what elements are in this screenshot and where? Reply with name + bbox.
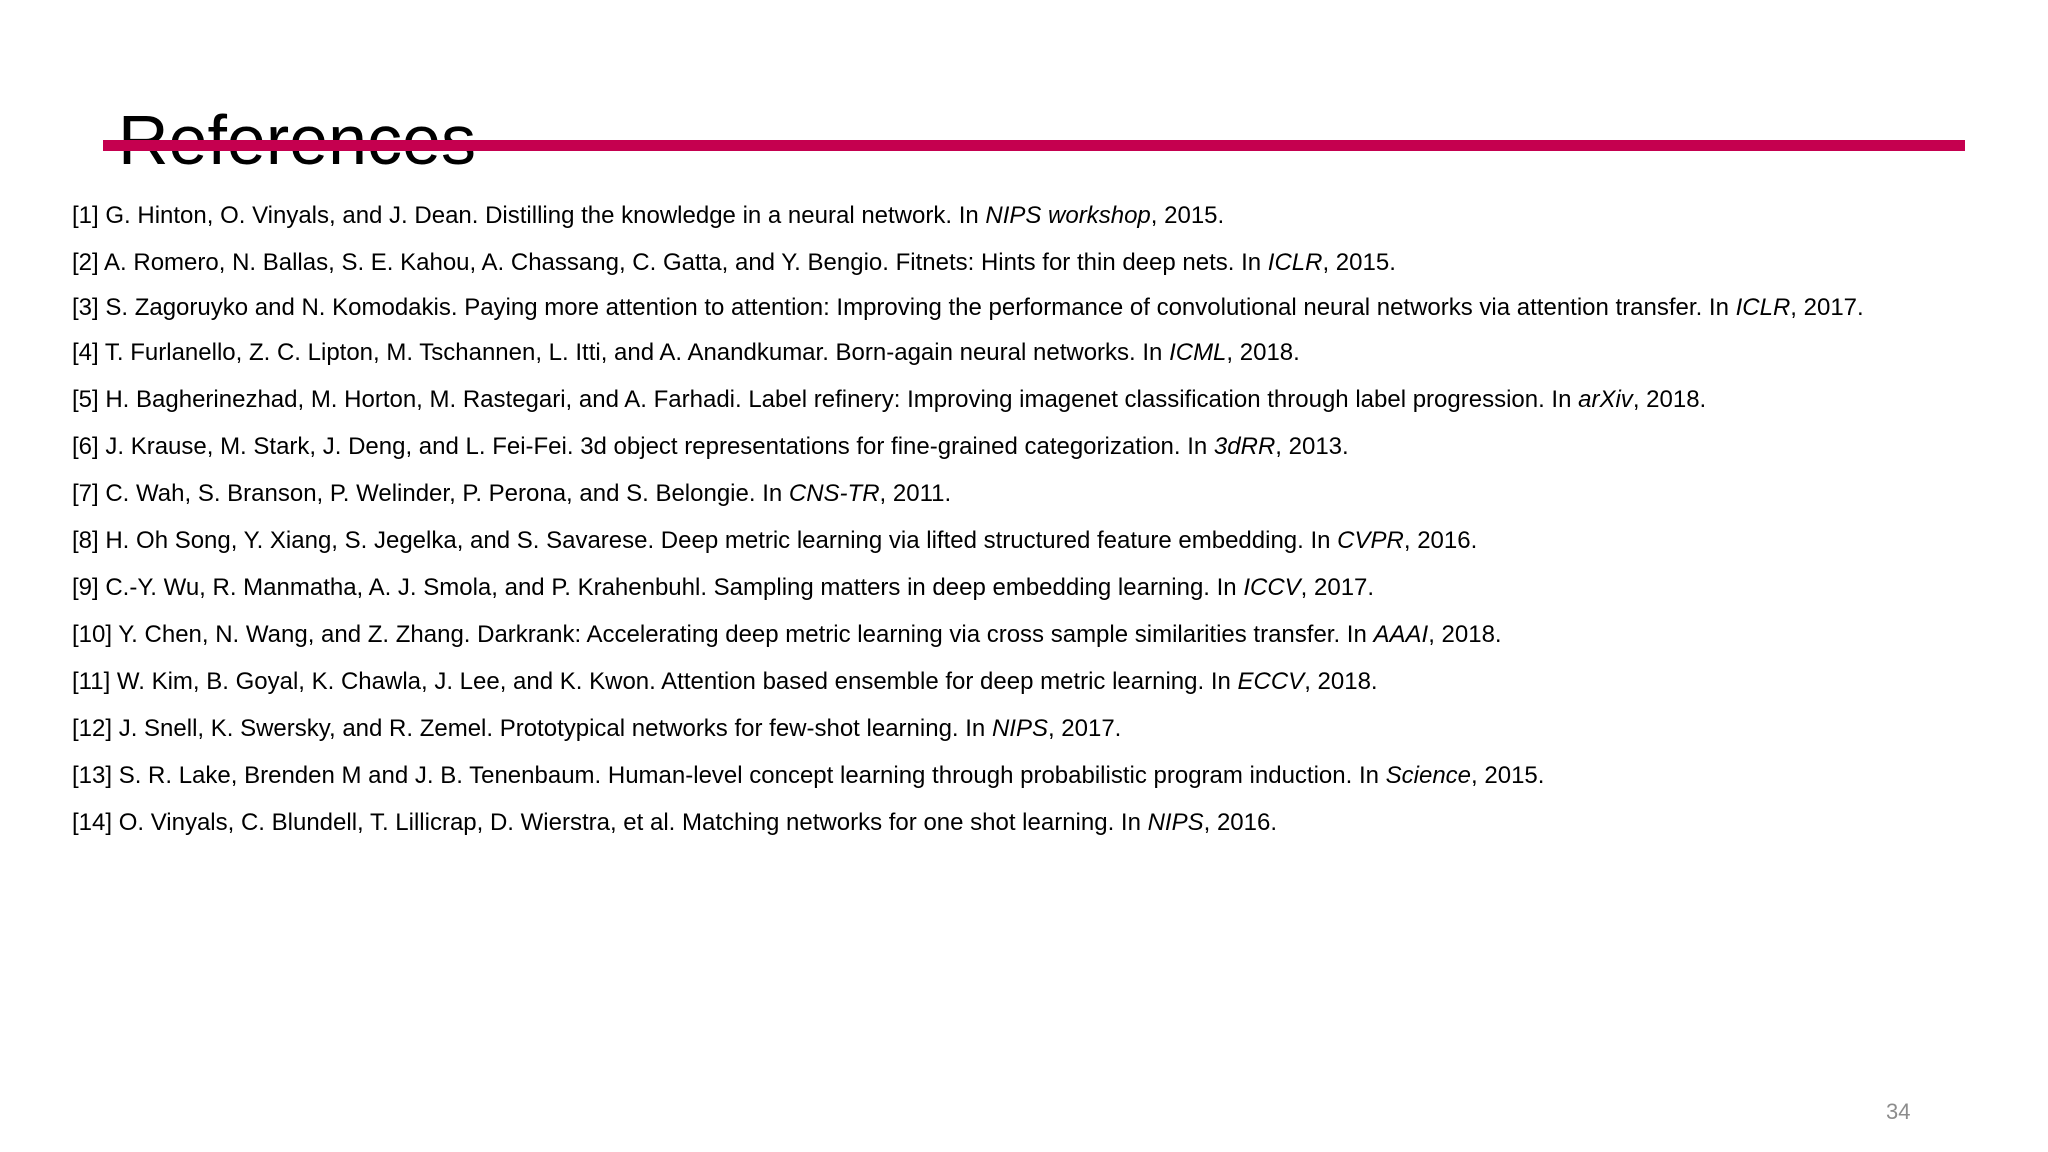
reference-text: [13] S. R. Lake, Brenden M and J. B. Tenenbaum. Human-level concept learning through probabilistic program induction. In (72, 762, 1386, 789)
reference-venue: ICCV (1243, 574, 1301, 601)
reference-year: , 2018. (1428, 621, 1502, 648)
reference-venue: CNS-TR (788, 480, 880, 507)
reference-item-4 (72, 339, 1970, 366)
reference-venue: ICML (1169, 339, 1227, 366)
reference-text: [10] Y. Chen, N. Wang, and Z. Zhang. Darkrank: Accelerating deep metric learning via cross sample similarities transfer. In (72, 621, 1374, 648)
page-number: 34 (1886, 1099, 1911, 1124)
reference-year: , 2013. (1275, 433, 1349, 460)
reference-year: , 2015. (1471, 762, 1545, 789)
reference-text: [12] J. Snell, K. Swersky, and R. Zemel. Prototypical networks for few-shot learning. In (72, 715, 992, 742)
reference-item-7 (72, 480, 1970, 507)
reference-venue: AAAI (1373, 621, 1429, 648)
reference-text: [3] S. Zagoruyko and N. Komodakis. Paying more attention to attention: Improving the performance of convolutional neural networks via attention transfer. In (72, 294, 1736, 321)
reference-text: [7] C. Wah, S. Branson, P. Welinder, P. Perona, and S. Belongie. In (72, 480, 789, 507)
reference-item-5 (72, 386, 1970, 413)
reference-year: , 2017. (1790, 294, 1864, 321)
reference-text: [4] T. Furlanello, Z. C. Lipton, M. Tschannen, L. Itti, and A. Anandkumar. Born-again neural networks. In (72, 339, 1170, 366)
reference-item-13 (72, 762, 1970, 789)
reference-text: [5] H. Bagherinezhad, M. Horton, M. Rastegari, and A. Farhadi. Label refinery: Improving imagenet classification through label progression. In (72, 386, 1579, 413)
reference-venue: NIPS workshop (985, 202, 1151, 229)
reference-venue: ECCV (1237, 668, 1305, 695)
reference-text: [9] C.-Y. Wu, R. Manmatha, A. J. Smola, and P. Krahenbuhl. Sampling matters in deep embedding learning. In (72, 574, 1244, 601)
reference-year: , 2017. (1047, 715, 1122, 742)
reference-venue: NIPS (991, 715, 1048, 742)
reference-text: [11] W. Kim, B. Goyal, K. Chawla, J. Lee, and K. Kwon. Attention based ensemble for deep metric learning. In (72, 668, 1238, 695)
reference-year: , 2017. (1300, 574, 1375, 601)
reference-item-14 (72, 809, 1970, 836)
reference-venue: Science (1385, 762, 1472, 789)
reference-year: , 2015. (1322, 249, 1396, 276)
title-underline-rule (103, 140, 1965, 151)
reference-item-8 (72, 527, 1970, 554)
reference-item-1 (72, 202, 1970, 229)
reference-item-11 (72, 668, 1970, 695)
reference-venue: ICLR (1735, 294, 1791, 321)
reference-year: , 2011. (879, 480, 952, 507)
reference-list (72, 202, 1970, 856)
reference-year: , 2018. (1632, 386, 1707, 413)
reference-item-9 (72, 574, 1970, 601)
reference-year: , 2018. (1304, 668, 1378, 695)
reference-year: , 2015. (1150, 202, 1225, 229)
reference-text: [2] A. Romero, N. Ballas, S. E. Kahou, A. Chassang, C. Gatta, and Y. Bengio. Fitnets: Hints for thin deep nets. In (72, 249, 1268, 276)
reference-item-10 (72, 621, 1970, 648)
reference-item-3 (72, 296, 1970, 319)
reference-year: , 2016. (1203, 809, 1278, 836)
reference-text: [6] J. Krause, M. Stark, J. Deng, and L. Fei-Fei. 3d object representations for fine-grained categorization. In (72, 433, 1214, 460)
reference-item-12 (72, 715, 1970, 742)
reference-venue: ICLR (1267, 249, 1323, 276)
reference-year: , 2016. (1403, 527, 1478, 554)
reference-venue: NIPS (1147, 809, 1204, 836)
reference-venue: arXiv (1578, 386, 1633, 413)
reference-venue: CVPR (1337, 527, 1404, 554)
reference-text: [1] G. Hinton, O. Vinyals, and J. Dean. Distilling the knowledge in a neural network. In (72, 202, 986, 229)
reference-year: , 2018. (1226, 339, 1300, 366)
reference-text: [14] O. Vinyals, C. Blundell, T. Lillicrap, D. Wierstra, et al. Matching networks for one shot learning. In (72, 809, 1148, 836)
reference-item-2 (72, 249, 1970, 276)
reference-text: [8] H. Oh Song, Y. Xiang, S. Jegelka, and S. Savarese. Deep metric learning via lifted structured feature embedding. In (72, 527, 1338, 554)
reference-venue: 3dRR (1213, 433, 1276, 460)
reference-item-6 (72, 433, 1970, 460)
